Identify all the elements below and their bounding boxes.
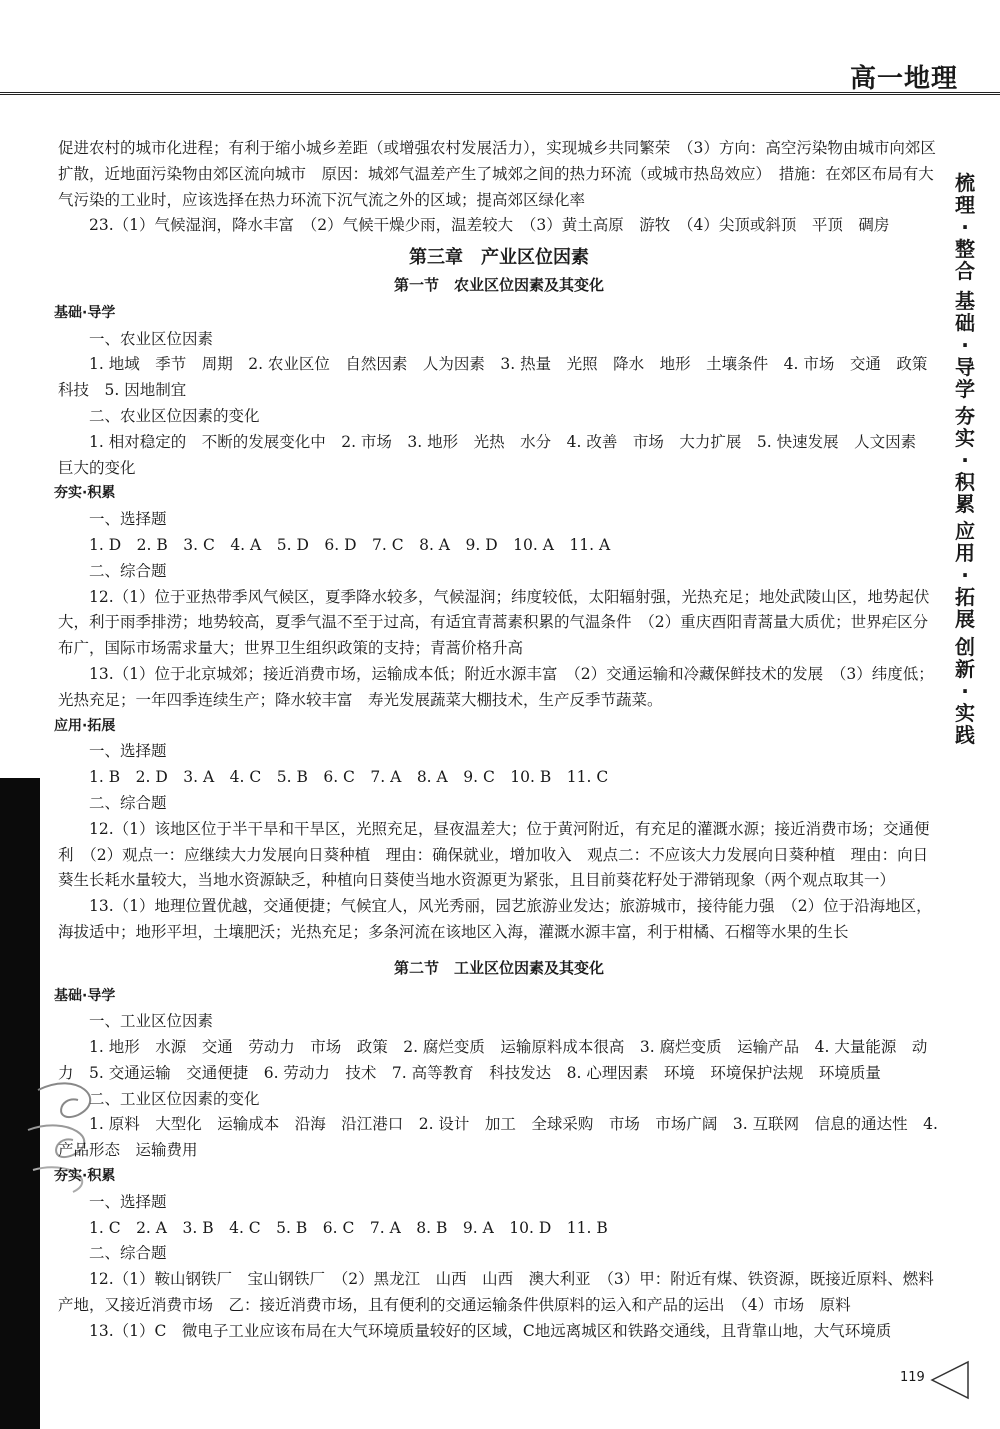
label-consolidate-2: 夯实·积累 (54, 1168, 116, 1185)
side-tab-apply: 应用·拓展 (955, 519, 975, 631)
s1-choice2-heading: 一、选择题 (89, 742, 167, 761)
s2-q12: 12.（1）鞍山钢铁厂 宝山钢铁厂 （2）黑龙江 山西 山西 澳大利亚 （3）甲：附近有煤、铁资源，既接近原料、燃料产地，又接近消费市场 乙：接近消费市场，且有便利的交通运输条件供原料的运入和产品的运出 （4）市场 原料 (58, 1270, 934, 1315)
label-basic-guide-2: 基础·导学 (54, 987, 116, 1004)
s2-q13: 13.（1）C 微电子工业应该布局在大气环境质量较好的区域，C地远离城区和铁路交通线，且背靠山地，大气环境质 (89, 1321, 892, 1340)
section2-title: 第二节 工业区位因素及其变化 (393, 958, 604, 977)
section1-title: 第一节 农业区位因素及其变化 (393, 275, 604, 294)
s1-comprehensive2-heading: 二、综合题 (89, 793, 167, 812)
s1-q13b: 13.（1）地理位置优越，交通便捷；气候宜人，风光秀丽，园艺旅游业发达；旅游城市，接待能力强 （2）位于沿海地区，海拔适中；地形平坦，土壤肥沃；光热充足；多条河流在该地区入海，灌溉水源丰富，利于柑橘、石榴等水果的生长 (58, 897, 932, 941)
s2-choice-heading: 一、选择题 (89, 1192, 167, 1211)
page-header-title: 高一地理 (849, 64, 958, 94)
chapter-title: 第三章 产业区位因素 (409, 247, 589, 269)
question-23: 23.（1）气候湿润，降水丰富 （2）气候干燥少雨，温差较大 （3）黄土高原 游牧 （4）尖顶或斜顶 平顶 碉房 (89, 216, 890, 235)
label-apply-extend: 应用·拓展 (54, 717, 116, 734)
s2-part1-heading: 一、工业区位因素 (89, 1012, 214, 1031)
s1-part2-heading: 二、农业区位因素的变化 (89, 406, 260, 425)
continued-paragraph: 促进农村的城市化进程；有利于缩小城乡差距（或增强农村发展活力），实现城乡共同繁荣 （3）方向：高空污染物由城市向郊区扩散，近地面污染物由郊区流向城市 原因：城郊气温差产生了城郊之间的热力环流（或城市热岛效应） 措施：在郊区布局有大气污染的工业时，应该选择在热力环流下沉气流之外的区域；提高郊区绿化率 (58, 139, 936, 209)
s1-part1-heading: 一、农业区位因素 (89, 329, 214, 348)
s1-part1-text: 1. 地域 季节 周期 2. 农业区位 自然因素 人为因素 3. 热量 光照 降水 地形 土壤条件 4. 市场 交通 政策 科技 5. 因地制宜 (58, 355, 943, 400)
label-basic-guide: 基础·导学 (54, 304, 116, 321)
page-corner-triangle-icon (930, 1360, 970, 1400)
side-tab-consolidate: 夯实·积累 (955, 404, 975, 516)
side-tab-basic: 基础·导学 (955, 289, 975, 401)
s2-part2-heading: 二、工业区位因素的变化 (89, 1089, 260, 1108)
side-tab-sort: 梳理·整合 (955, 171, 975, 283)
s1-q12: 12.（1）位于亚热带季风气候区，夏季降水较多，气候湿润；纬度较低，太阳辐射强，光热充足；地处武陵山区，地势起伏大，利于雨季排涝；地势较高，夏季气温不至于过高，有适宜青蒿素积累的气温条件 （2）重庆酉阳青蒿量大质优；世界疟区分布广，国际市场需求量大；世界卫生组织政策的支持；青蒿价格升高 (58, 587, 930, 658)
s1-comprehensive-heading: 二、综合题 (89, 561, 167, 580)
s1-q12b: 12.（1）该地区位于半干旱和干旱区，光照充足，昼夜温差大；位于黄河附近，有充足的灌溉水源；接近消费市场；交通便利 （2）观点一：应继续大力发展向日葵种植 理由：确保就业，增加收入 观点二：不应该大力发展向日葵种植 理由：向日葵生长耗水量较大，当地水资源缺乏，种植向日葵使当地水资源更为紧张，且目前葵花籽处于滞销现象（两个观点取其一） (58, 819, 930, 890)
s2-part2-text: 1. 原料 大型化 运输成本 沿海 沿江港口 2. 设计 加工 全球采购 市场 市场广阔 3. 互联网 信息的通达性 4. 产品形态 运输费用 (58, 1115, 938, 1160)
side-tab-innovate: 创新·实践 (955, 635, 975, 747)
s2-comprehensive-heading: 二、综合题 (89, 1244, 167, 1263)
header-rule (0, 92, 1000, 95)
s1-choice2-answers: 1. B 2. D 3. A 4. C 5. B 6. C 7. A 8. A 9. C 10. B 11. C (89, 768, 609, 787)
page-number: 119 (900, 1370, 925, 1385)
s1-part2-text: 1. 相对稳定的 不断的发展变化中 2. 市场 3. 地形 光热 水分 4. 改善 市场 大力扩展 5. 快速发展 人文因素 巨大的变化 (58, 432, 932, 477)
s1-choice-heading: 一、选择题 (89, 510, 167, 529)
s1-q13: 13.（1）位于北京城郊；接近消费市场，运输成本低；附近水源丰富 （2）交通运输和冷藏保鲜技术的发展 （3）纬度低；光热充足；一年四季连续生产；降水较丰富 寿光发展蔬菜大棚技术，生产反季节蔬菜。 (58, 664, 934, 709)
s1-choice-answers: 1. D 2. B 3. C 4. A 5. D 6. D 7. C 8. A 9. D 10. A 11. A (89, 535, 611, 554)
s2-choice-answers: 1. C 2. A 3. B 4. C 5. B 6. C 7. A 8. B 9. A 10. D 11. B (89, 1218, 608, 1237)
s2-part1-text: 1. 地形 水源 交通 劳动力 市场 政策 2. 腐烂变质 运输原料成本很高 3. 腐烂变质 运输产品 4. 大量能源 动力 5. 交通运输 交通便捷 6. 劳动力 技术 7. 高等教育 科技发达 8. 心理因素 环境 环境保护法规 环境质量 (58, 1038, 928, 1082)
label-consolidate: 夯实·积累 (54, 485, 116, 502)
answer-content (54, 136, 943, 1345)
